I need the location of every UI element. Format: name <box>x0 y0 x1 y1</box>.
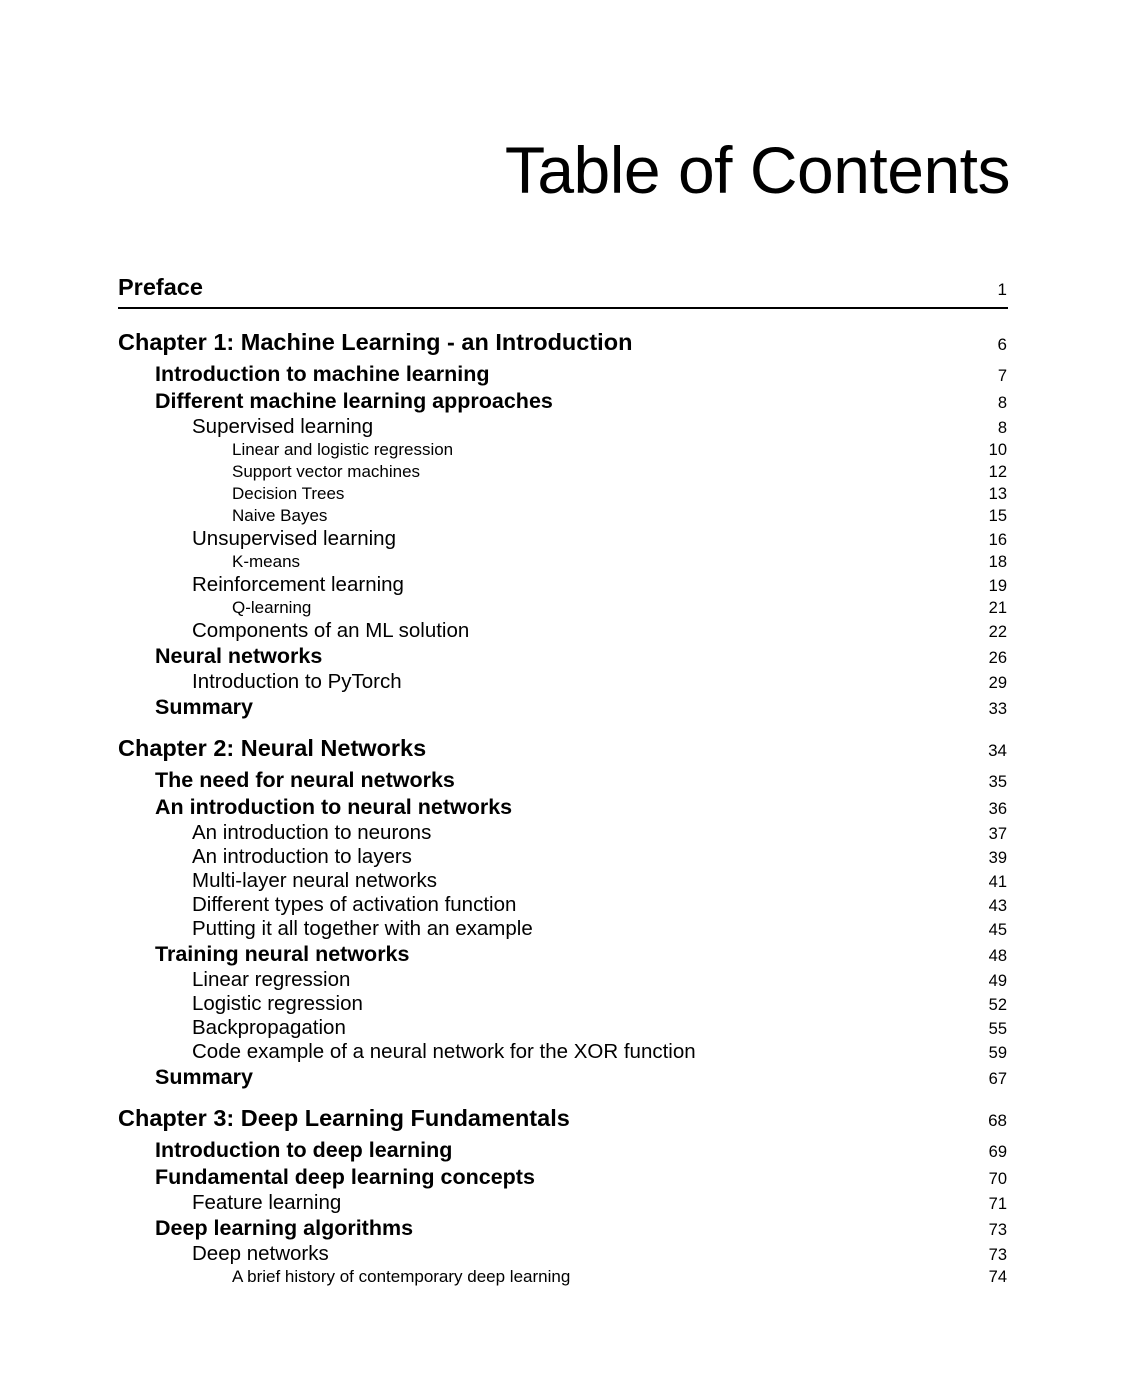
toc-entry[interactable] <box>118 461 1008 483</box>
toc-entry-label: Linear regression <box>192 968 351 991</box>
toc-entry-page-number: 22 <box>988 623 1007 641</box>
toc-entry[interactable] <box>118 670 1008 694</box>
toc-entry-label: Chapter 1: Machine Learning - an Introduction <box>118 329 633 355</box>
toc-entry-page-number: 13 <box>988 485 1007 503</box>
toc-entry-page-number: 49 <box>988 972 1007 990</box>
toc-entry-label: Logistic regression <box>192 992 363 1015</box>
toc-entry[interactable] <box>118 361 1008 388</box>
toc-entry[interactable] <box>118 573 1008 597</box>
toc-entry-page-number: 8 <box>997 419 1007 437</box>
toc-divider <box>118 307 1008 309</box>
toc-entry-page-number: 34 <box>988 741 1007 760</box>
toc-entry-page-number: 21 <box>988 599 1007 617</box>
toc-entry-page-number: 6 <box>997 335 1007 354</box>
toc-entry-page-number: 8 <box>997 394 1007 412</box>
toc-entry-page-number: 73 <box>988 1221 1007 1239</box>
page-title: Table of Contents <box>504 133 1010 207</box>
toc-entry[interactable] <box>118 619 1008 643</box>
toc-entry-label: Summary <box>155 695 253 719</box>
toc-entry[interactable] <box>118 794 1008 821</box>
toc-entry-label: Fundamental deep learning concepts <box>155 1165 535 1189</box>
toc-entry-label: Naive Bayes <box>232 506 328 525</box>
toc-entry-page-number: 35 <box>988 773 1007 791</box>
toc-entry[interactable] <box>118 893 1008 917</box>
toc-entry-page-number: 36 <box>988 800 1007 818</box>
chapter-spacer <box>118 1091 1008 1103</box>
toc-entry[interactable] <box>118 327 1008 361</box>
toc-entry[interactable] <box>118 505 1008 527</box>
toc-entry[interactable] <box>118 941 1008 968</box>
toc-entry-label: Feature learning <box>192 1191 342 1214</box>
toc-entry-page-number: 68 <box>988 1111 1007 1130</box>
toc-entry-label: A brief history of contemporary deep learning <box>232 1267 571 1286</box>
toc-entry-label: Supervised learning <box>192 415 374 438</box>
toc-entry[interactable] <box>118 694 1008 721</box>
toc-entry-label: Summary <box>155 1065 253 1089</box>
toc-entry-page-number: 7 <box>997 367 1007 385</box>
toc-entry-label: Chapter 2: Neural Networks <box>118 735 427 761</box>
toc-entry[interactable] <box>118 597 1008 619</box>
toc-entry-page-number: 52 <box>988 996 1007 1014</box>
toc-entry[interactable] <box>118 1191 1008 1215</box>
toc-entry[interactable] <box>118 992 1008 1016</box>
toc-entry-label: Preface <box>118 274 203 300</box>
toc-entry[interactable] <box>118 733 1008 767</box>
toc-entry-label: An introduction to layers <box>192 845 412 868</box>
toc-entry-page-number: 15 <box>988 507 1007 525</box>
toc-entry-label: An introduction to neurons <box>192 821 432 844</box>
toc-entry-page-number: 73 <box>988 1246 1007 1264</box>
toc-entry-label: Putting it all together with an example <box>192 917 533 940</box>
toc-entry-page-number: 71 <box>988 1195 1007 1213</box>
toc-entry-page-number: 70 <box>988 1170 1007 1188</box>
toc-entry-label: Code example of a neural network for the XOR function <box>192 1040 696 1063</box>
toc-entry-page-number: 43 <box>988 897 1007 915</box>
toc-entry[interactable] <box>118 643 1008 670</box>
toc-entry[interactable] <box>118 483 1008 505</box>
toc-entry[interactable] <box>118 1266 1008 1288</box>
toc-entry[interactable] <box>118 1040 1008 1064</box>
chapter-spacer <box>118 721 1008 733</box>
toc-entry[interactable] <box>118 869 1008 893</box>
toc-entry-page-number: 41 <box>988 873 1007 891</box>
toc-entry-label: Deep learning algorithms <box>155 1216 414 1240</box>
toc-entry[interactable] <box>118 1164 1008 1191</box>
toc-entry-label: Linear and logistic regression <box>232 440 454 459</box>
toc-entry-label: Support vector machines <box>232 462 421 481</box>
toc-entry[interactable] <box>118 551 1008 573</box>
toc-list <box>118 272 1008 1288</box>
toc-entry[interactable] <box>118 917 1008 941</box>
toc-entry[interactable] <box>118 415 1008 439</box>
toc-entry-label: Chapter 3: Deep Learning Fundamentals <box>118 1105 570 1131</box>
toc-entry-label: Unsupervised learning <box>192 527 396 550</box>
toc-entry[interactable] <box>118 767 1008 794</box>
toc-entry-label: Neural networks <box>155 644 323 668</box>
toc-entry-label: An introduction to neural networks <box>155 795 513 819</box>
toc-entry[interactable] <box>118 388 1008 415</box>
toc-entry[interactable] <box>118 1016 1008 1040</box>
toc-entry-page-number: 55 <box>988 1020 1007 1038</box>
toc-entry-page-number: 48 <box>988 947 1007 965</box>
toc-entry-page-number: 67 <box>988 1070 1007 1088</box>
toc-entry-page-number: 33 <box>988 700 1007 718</box>
toc-entry-page-number: 45 <box>988 921 1007 939</box>
toc-entry-label: Backpropagation <box>192 1016 346 1039</box>
toc-entry-page-number: 16 <box>988 531 1007 549</box>
toc-entry-label: Training neural networks <box>155 942 410 966</box>
toc-entry-label: The need for neural networks <box>155 768 455 792</box>
toc-entry[interactable] <box>118 272 1008 306</box>
toc-entry-page-number: 12 <box>988 463 1007 481</box>
toc-entry-label: Different types of activation function <box>192 893 517 916</box>
toc-entry[interactable] <box>118 1215 1008 1242</box>
toc-entry-page-number: 74 <box>988 1268 1007 1286</box>
toc-entry-label: Different machine learning approaches <box>155 389 553 413</box>
toc-entry-page-number: 59 <box>988 1044 1007 1062</box>
toc-entry-label: K-means <box>232 552 301 571</box>
toc-entry-page-number: 69 <box>988 1143 1007 1161</box>
toc-entry[interactable] <box>118 1137 1008 1164</box>
toc-entry-label: Deep networks <box>192 1242 329 1265</box>
toc-entry-label: Q-learning <box>232 598 312 617</box>
toc-entry[interactable] <box>118 821 1008 845</box>
chapter-spacer <box>118 315 1008 327</box>
toc-entry-page-number: 1 <box>997 280 1007 299</box>
toc-entry-page-number: 18 <box>988 553 1007 571</box>
toc-entry-label: Introduction to PyTorch <box>192 670 402 693</box>
toc-entry-page-number: 19 <box>988 577 1007 595</box>
toc-entry-label: Introduction to machine learning <box>155 362 490 386</box>
toc-entry[interactable] <box>118 1064 1008 1091</box>
toc-entry-page-number: 29 <box>988 674 1007 692</box>
toc-entry-label: Components of an ML solution <box>192 619 470 642</box>
toc-entry[interactable] <box>118 527 1008 551</box>
toc-entry-page-number: 37 <box>988 825 1007 843</box>
toc-entry-label: Introduction to deep learning <box>155 1138 453 1162</box>
toc-entry-page-number: 10 <box>988 441 1007 459</box>
toc-entry[interactable] <box>118 439 1008 461</box>
toc-entry-page-number: 26 <box>988 649 1007 667</box>
toc-entry[interactable] <box>118 968 1008 992</box>
toc-entry-label: Decision Trees <box>232 484 345 503</box>
toc-entry-page-number: 39 <box>988 849 1007 867</box>
toc-entry-label: Reinforcement learning <box>192 573 404 596</box>
toc-entry[interactable] <box>118 845 1008 869</box>
toc-entry-label: Multi-layer neural networks <box>192 869 437 892</box>
toc-entry[interactable] <box>118 1242 1008 1266</box>
toc-entry[interactable] <box>118 1103 1008 1137</box>
